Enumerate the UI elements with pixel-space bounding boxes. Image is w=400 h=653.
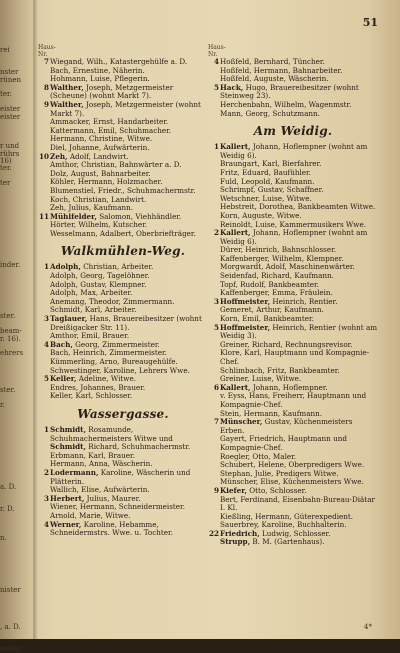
resident-details: Seidenfad, Richard, Kaufmann. [220, 271, 334, 281]
house-number: 1 [43, 262, 49, 272]
resident-details: B. M. (Gartenhaus). [252, 537, 325, 547]
owner-name: Friedrich, [220, 528, 260, 538]
resident-details: Richard, Schuhmachermstr. [88, 442, 191, 452]
resident-details: Schrimpf, Gustav, Schaffner. [220, 185, 324, 195]
resident-details: Hohmann, Luise, Pflegerin. [50, 74, 150, 84]
facing-page-text-fragment: ter. [0, 90, 12, 99]
house-number: 9 [213, 485, 219, 495]
resident-details: Herchenbahn, Wilhelm, Wagenmstr. [220, 99, 352, 109]
resident-entry [208, 84, 378, 101]
resident-details: Schubert, Helene, Oberpredigers Wwe. [220, 460, 365, 470]
resident-details: Mann, Georg, Schutzmann. [220, 108, 320, 118]
resident-details: Georg, Zimmermeister. [75, 339, 160, 349]
resident-entry [38, 392, 208, 401]
owner-name: Hoffmeister, [220, 322, 271, 332]
facing-page-text-fragment: r. 16). [0, 334, 21, 343]
house-number: 7 [43, 57, 49, 66]
resident-entry [38, 521, 208, 538]
facing-page-text-fragment: nster [0, 68, 19, 77]
resident-details: v. Eyss, Hans, Freiherr, Hauptmann und Kompagnie-Chef. [220, 391, 367, 409]
resident-details: Koch, Christian, Landwirt. [50, 194, 147, 204]
facing-page-text-fragment: beam- [0, 327, 22, 336]
house-number: 1 [43, 424, 49, 434]
resident-entry [38, 426, 208, 443]
house-number: 2 [43, 467, 49, 477]
owner-name: Kiefer, [220, 485, 247, 495]
facing-page-text-fragment: eister [0, 105, 21, 114]
resident-details: Dolz, August, Bahnarbeiter. [50, 168, 151, 178]
facing-page-text-fragment: rührs [0, 149, 20, 158]
resident-details: Gayert, Friedrich, Hauptmann und Kompagnie-Chef. [220, 434, 347, 452]
resident-entry [38, 101, 208, 118]
facing-page-text-fragment: inder. [0, 260, 21, 269]
resident-details: Adolph, Georg, Tagelöhner. [50, 271, 150, 281]
facing-page-text-fragment: r. [0, 401, 5, 410]
resident-entry [208, 229, 378, 246]
resident-details: Katastergehülfe a. D. [109, 57, 188, 66]
facing-page-text-fragment: rei [0, 46, 10, 54]
resident-details: Adolf, Landwirt. [69, 151, 129, 161]
signature-mark: 4* [364, 623, 372, 631]
owner-name: Münscher, [220, 417, 263, 427]
resident-details: Wetschner, Luise, Witwe. [220, 193, 312, 203]
house-number: 7 [213, 417, 219, 427]
owner-name: Schmidt, [50, 442, 86, 452]
house-number-header: Haus- Nr. [208, 44, 226, 58]
owner-name: Lodermann, [50, 467, 99, 477]
resident-details: Hermann, Christine, Witwe. [50, 134, 153, 144]
resident-details: Hoßfeld, Hermann, Bahnarbeiter. [220, 65, 343, 75]
house-number: 1 [213, 142, 219, 152]
facing-page-text-fragment: a. D. [0, 482, 17, 491]
resident-details: Hörter, Wilhelm, Kutscher. [50, 220, 148, 230]
resident-details: Gustav, Küchenmeisters Erben. [220, 417, 353, 435]
owner-name: Adolph, [50, 262, 81, 272]
owner-name: Keller, [50, 374, 77, 384]
owner-name: Kallert, [220, 382, 251, 392]
resident-details: Arnold, Marie, Witwe. [50, 510, 131, 520]
owner-name: Zeh, [50, 151, 68, 161]
resident-details: Amthor, Emil, Brauer. [50, 331, 130, 341]
owner-name: Walther, [50, 82, 84, 92]
resident-details: Joseph, Metzgermeister (Scheune) (wohnt Markt 7). [50, 82, 174, 101]
owner-name: Hoffmeister, [220, 296, 271, 306]
resident-details: Braungart, Karl, Bierfahrer. [220, 159, 322, 169]
resident-details: Hoßfeld, Bernhard, Tüncher. [220, 57, 325, 66]
resident-details: Wiener, Hermann, Schneidermeister. [50, 502, 185, 512]
resident-details: Kaffenberger, Emma, Fräulein. [220, 288, 333, 298]
owner-name: Kallert, [220, 142, 251, 152]
resident-details: Otto, Schlosser. [249, 485, 307, 495]
resident-details: Münscher, Elise, Küchenmeisters Wwe. [220, 477, 364, 487]
resident-details: Schmidt, Karl, Arbeiter. [50, 305, 137, 315]
house-number: 3 [43, 493, 49, 503]
owner-name: Werner, [50, 519, 82, 529]
resident-details: Stephan, Julie, Predigers Witwe. [220, 468, 339, 478]
resident-details: Bert, Ferdinand, Eisenbahn-Bureau-Diätar I. Kl. [220, 494, 375, 513]
left-column-body [38, 58, 208, 538]
resident-entry [208, 392, 378, 409]
resident-details: Greiner, Richard, Rechnungsrevisor. [220, 339, 353, 349]
street-heading: Wassergasse. [77, 406, 169, 421]
resident-details: Bach, Heinrich, Zimmermeister. [50, 348, 167, 358]
resident-details: Hoßfeld, Auguste, Wäscherin. [220, 74, 329, 84]
resident-details: Kümmerling, Arno, Bureaugehülfe. [50, 357, 178, 366]
resident-details: Adolph, Gustav, Klempner. [50, 279, 147, 289]
facing-page-text-fragment: ter [0, 179, 11, 188]
resident-entry [208, 349, 378, 366]
resident-details: Ludwig, Schlosser. [262, 528, 331, 538]
facing-page-text-fragment: ster. [0, 386, 16, 395]
resident-entry [208, 418, 378, 435]
house-number: 22 [208, 528, 219, 538]
resident-details: Sauerbrey, Karoline, Buchhalterin. [220, 520, 347, 530]
resident-details: Kaffenberger, Wilhelm, Klempner. [220, 253, 344, 263]
house-number: 3 [43, 314, 49, 324]
resident-details: Korn, Auguste, Witwe. [220, 210, 302, 220]
resident-entry [208, 324, 378, 341]
resident-details: Zeh, Julius, Kaufmann. [50, 203, 134, 213]
right-column [208, 44, 378, 629]
house-number: 6 [213, 382, 219, 392]
owner-name: Schmidt, [50, 424, 86, 434]
resident-details: Klore, Karl, Hauptmann und Kompagnie-Chef. [220, 348, 370, 366]
owner-name: Herbert, [50, 493, 85, 503]
resident-details: Hugo, Brauereibesitzer (wohnt Steinweg 23). [220, 82, 359, 101]
right-column-body [208, 58, 378, 547]
resident-details: Rosamunde, Schuhmachermeisters Witwe und [50, 424, 173, 443]
resident-details: Ammacker, Ernst, Handarbeiter. [50, 117, 169, 127]
resident-details: Fritz, Eduard, Baufühler. [220, 167, 311, 177]
resident-details: Heinrich, Rentier (wohnt am Weidig 3). [220, 322, 378, 341]
owner-name: Mühlfelder, [50, 211, 97, 221]
resident-details: Johann, Hoflempner. [252, 382, 328, 392]
resident-entry [208, 496, 378, 513]
resident-details: Kattermann, Emil, Schuhmacher. [50, 125, 172, 135]
left-column [38, 44, 208, 629]
resident-details: Schwestinger, Karoline, Lehrers Wwe. [50, 365, 190, 375]
owner-name: Hack, [220, 82, 244, 92]
facing-page-text-fragment: n. [0, 534, 7, 543]
resident-details: Köhler, Hermann, Holzmacher. [50, 177, 163, 187]
resident-details: Julius, Maurer. [86, 493, 141, 503]
house-number: 2 [213, 228, 219, 238]
resident-details: Karoline, Wäscherin und Plätterin. [50, 467, 191, 486]
resident-details: Blumenstiel, Friedr., Schuhmachermstr. [50, 185, 196, 195]
facing-page-edge [0, 0, 34, 653]
owner-name: Strupp, [220, 537, 251, 547]
resident-details: Morgwardt, Adolf, Maschinenwärter. [220, 262, 355, 272]
resident-details: Bach, Ernestine, Näherin. [50, 65, 145, 75]
owner-name: Kallert, [220, 228, 251, 238]
house-number: 3 [213, 296, 219, 306]
resident-details: Karoline, Hebamme, Schneidermstrs. Wwe. u. Tochter. [50, 519, 173, 538]
resident-details: Stein, Hermann, Kaufmann. [220, 408, 323, 418]
facing-page-text-fragment: rünen [0, 75, 22, 84]
house-number: 4 [213, 57, 219, 66]
house-number: 5 [43, 374, 49, 384]
facing-page-text-fragment: ster. [0, 312, 16, 321]
resident-entry [38, 84, 208, 101]
house-number: 4 [43, 339, 49, 349]
resident-details: Wallich, Elise, Aufwärterin. [50, 485, 150, 495]
resident-details: Gemeret, Arthur, Kaufmann. [220, 305, 324, 315]
resident-details: Wesselmann, Adalbert, Oberbriefträger. [50, 228, 196, 238]
resident-details: Dürer, Heinrich, Bahnschlosser. [220, 245, 337, 255]
house-number: 5 [213, 322, 219, 332]
resident-details: Erbmann, Karl, Brauer. [50, 450, 135, 460]
house-number: 11 [38, 211, 49, 221]
facing-page-text-fragment: valter. [0, 645, 23, 653]
resident-details: Greiner, Luise, Witwe. [220, 374, 302, 384]
facing-page-text-fragment: , a. D. [0, 623, 21, 632]
resident-details: Schlimbach, Fritz, Bankbeamter. [220, 365, 340, 375]
resident-details: Anemang, Theodor, Zimmermann. [50, 296, 175, 306]
owner-name: Bach, [50, 339, 73, 349]
resident-details: Fuld, Leopold, Kaufmann. [220, 176, 315, 186]
resident-details: Joseph, Metzgermeister (wohnt Markt 7). [50, 99, 201, 118]
resident-details: Korn, Emil, Bankbeamter. [220, 314, 314, 324]
owner-name: Wiegand, Wilh., [50, 57, 108, 66]
resident-details: Hebstreit, Dorothea, Bankbeamten Witwe. [220, 202, 376, 212]
resident-details: Diel, Johanne, Aufwärterin. [50, 142, 150, 152]
resident-details: Heinrich, Rentier. [272, 296, 338, 306]
owner-name: Walther, [50, 99, 84, 109]
resident-entry [38, 230, 208, 239]
house-number: 5 [213, 82, 219, 92]
owner-name: Taglauer, [50, 314, 88, 324]
resident-entry [208, 538, 378, 547]
resident-details: Endres, Johannes, Brauer. [50, 382, 146, 392]
resident-details: Keller, Karl, Schlosser. [50, 391, 133, 401]
resident-details: Amthor, Christian, Bahnwärter a. D. [50, 160, 182, 170]
facing-page-text-fragment: eister [0, 112, 21, 121]
facing-page-text-fragment: ter. [0, 164, 12, 173]
resident-details: Hermann, Anna, Wäscherin. [50, 459, 153, 469]
house-number: 10 [38, 151, 49, 161]
facing-page-text-fragment: 16) [0, 157, 12, 165]
resident-details: Johann, Hoflempner (wohnt am Weidig 6). [220, 228, 368, 246]
house-number: 9 [43, 99, 49, 109]
resident-details: Adolph, Max, Arbeiter. [50, 288, 133, 298]
resident-entry [208, 110, 378, 119]
page-number: 51 [362, 16, 378, 29]
house-number: 4 [43, 519, 49, 529]
facing-page-text-fragment: r. D. [0, 504, 15, 513]
resident-entry [38, 469, 208, 486]
resident-entry [208, 143, 378, 160]
house-number: 8 [43, 82, 49, 92]
resident-details: Salomon, Viehhändler. [99, 211, 182, 221]
facing-page-text-fragment: nister [0, 586, 21, 595]
facing-page-text-fragment: ehrers [0, 349, 24, 358]
resident-details: Topf, Rudolf, Bankbeamter. [220, 279, 319, 289]
resident-entry [208, 435, 378, 452]
house-number-header: Haus- Nr. [38, 44, 56, 58]
resident-details: Reinoldt, Luise, Kammermusikers Wwe. [220, 219, 366, 229]
facing-page-text-fragment: r und [0, 142, 20, 151]
resident-details: Hans, Brauereibesitzer (wohnt Dreißigacker Str. 11). [50, 314, 202, 332]
resident-details: Christian, Arbeiter. [83, 262, 154, 272]
street-heading: Am Weidig. [253, 124, 333, 139]
resident-details: Adeline, Witwe. [78, 374, 136, 384]
resident-details: Johann, Hoflempner (wohnt am Weidig 6). [220, 142, 368, 160]
street-heading: Walkmühlen-Weg. [60, 244, 186, 259]
resident-details: Roegler, Otto, Maler. [220, 451, 297, 461]
resident-details: Kießling, Hermann, Güterexpedient. [220, 511, 354, 521]
resident-entry [38, 315, 208, 332]
